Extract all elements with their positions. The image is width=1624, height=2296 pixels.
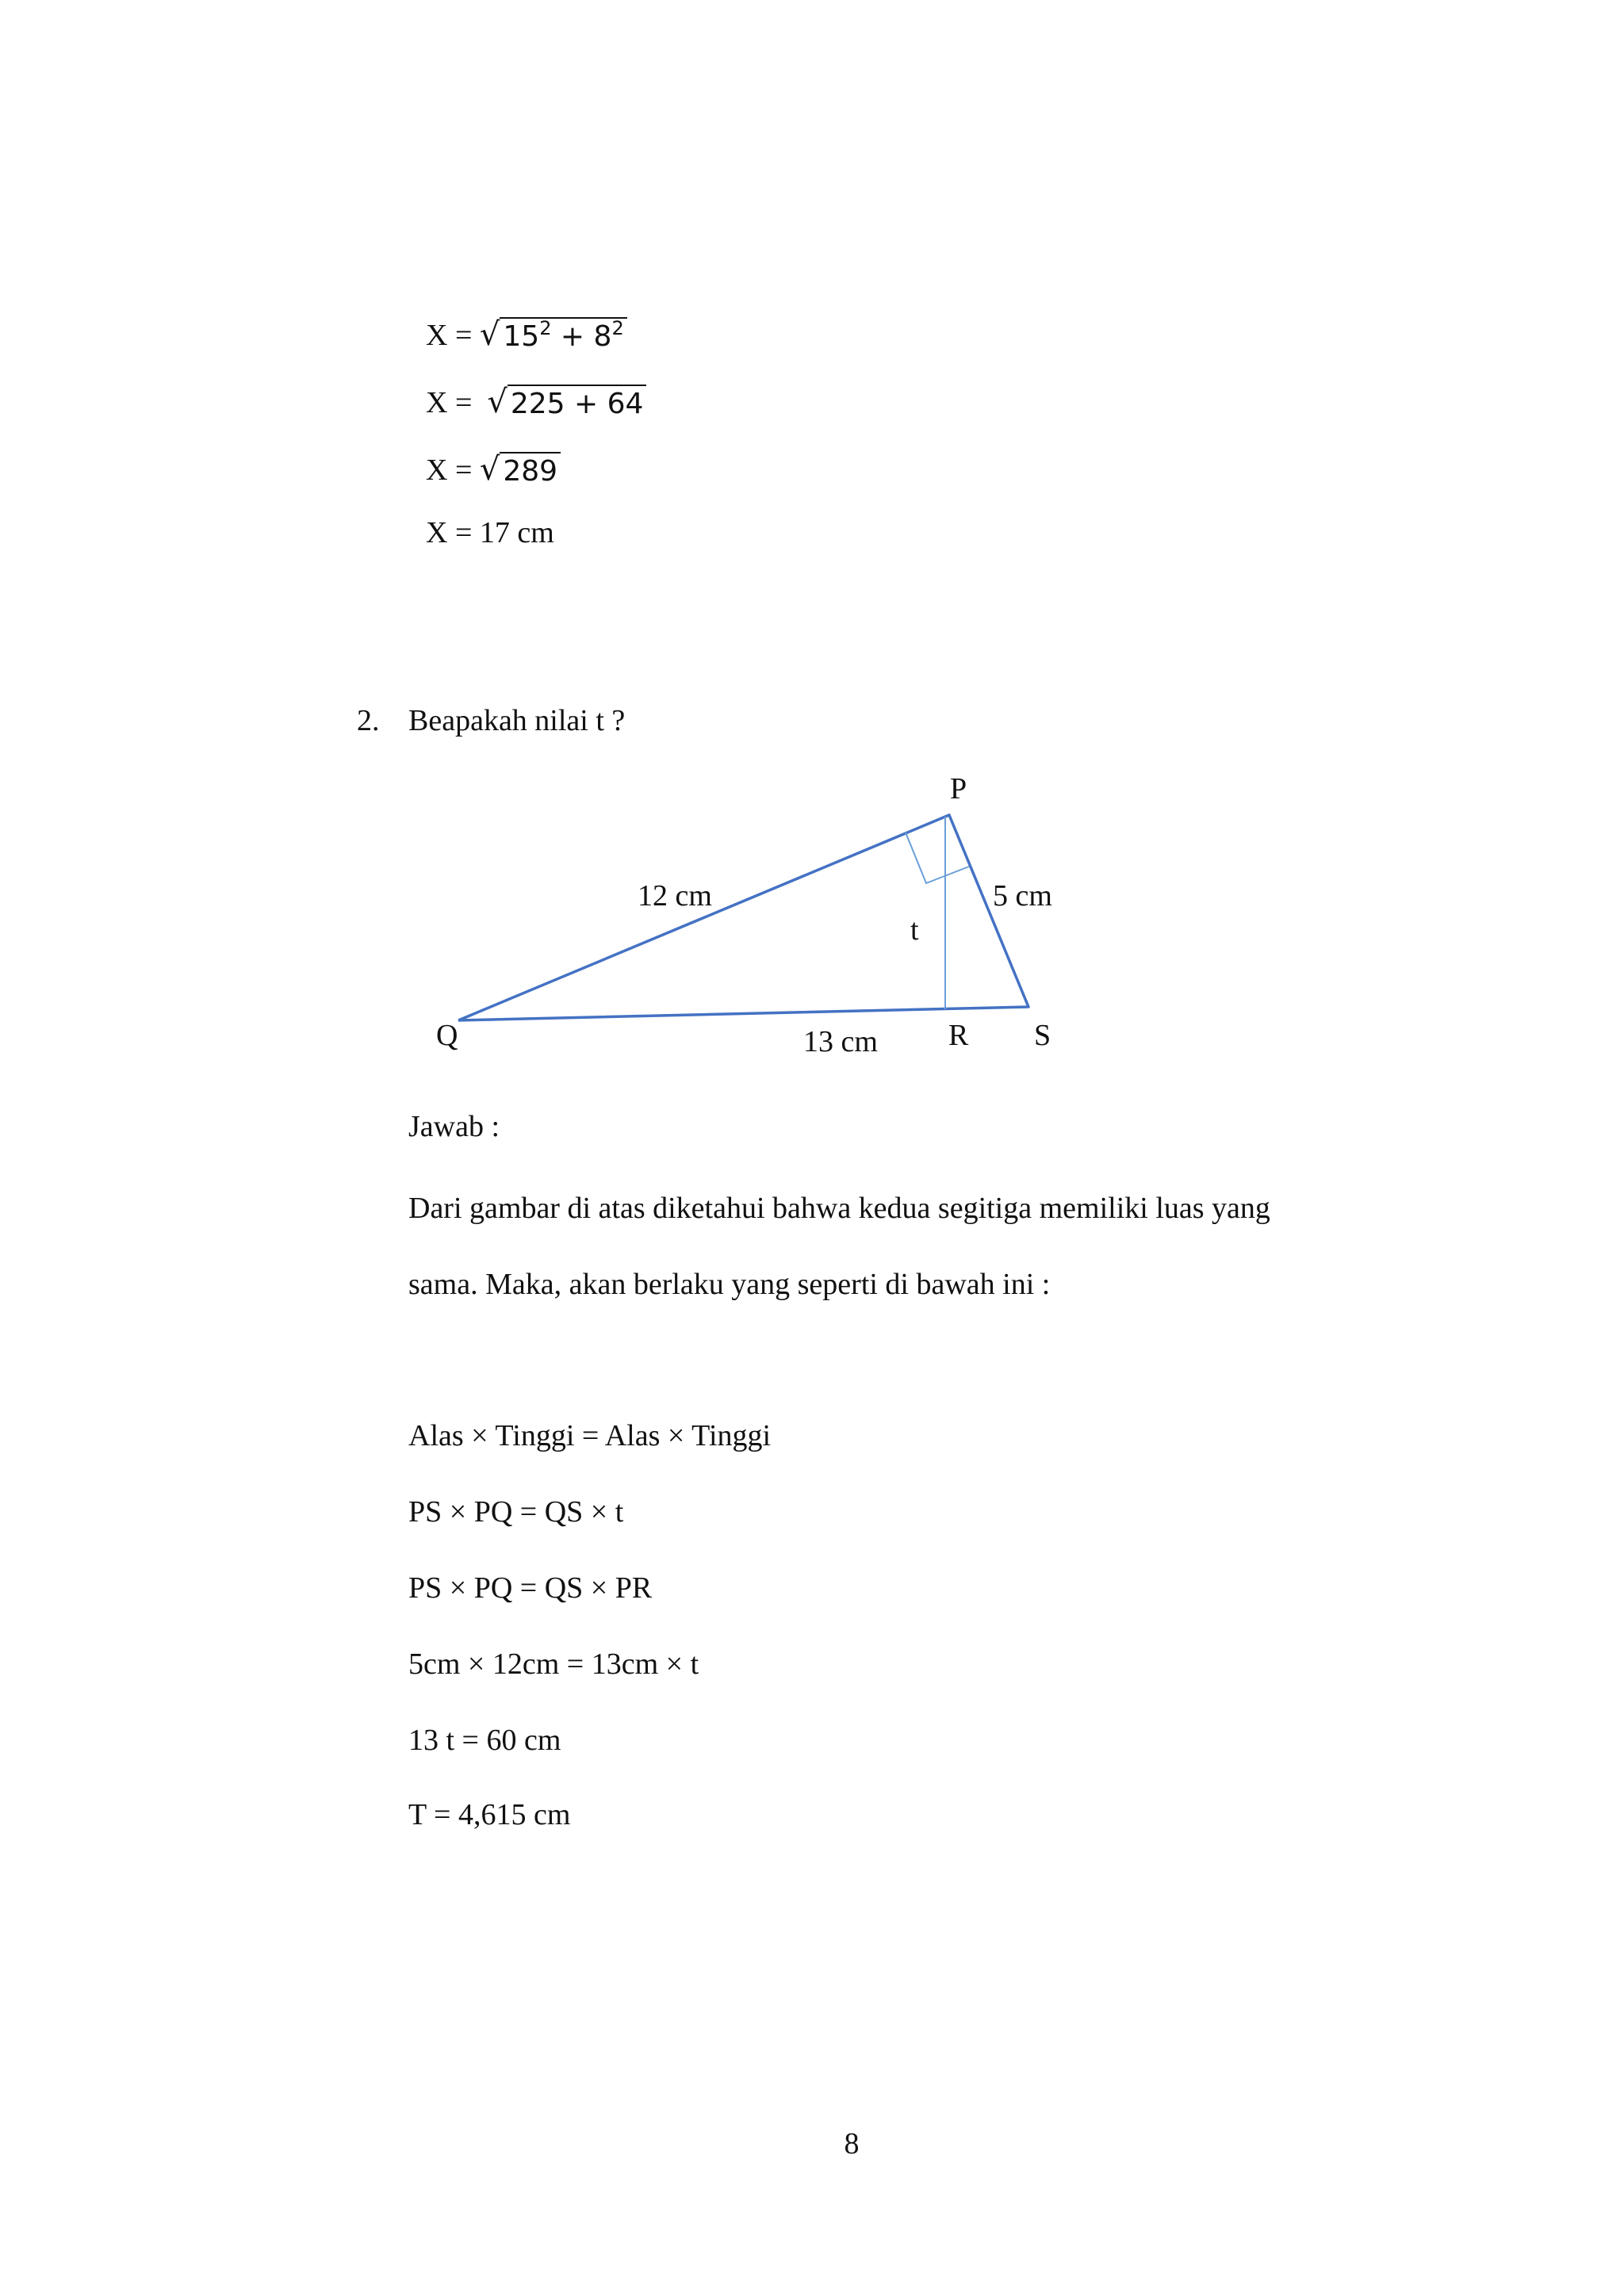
vertex-label-q: Q <box>436 1019 458 1052</box>
question-number: 2. <box>357 704 380 737</box>
vertex-label-p: P <box>950 772 967 806</box>
triangle-diagram <box>396 761 1110 1062</box>
equation-5: 13 t = 60 cm <box>408 1724 561 1757</box>
square-root: √ 225 + 64 <box>487 383 646 423</box>
calc-line-2 <box>426 383 646 423</box>
square-root: √ $15^2 + 8^2$ <box>480 316 627 355</box>
page-number: 8 <box>844 2127 860 2160</box>
calc-lhs: X = <box>426 453 480 487</box>
calc-lhs: X = <box>426 386 480 419</box>
calc-line-4: X = 17 cm <box>426 516 554 549</box>
height-label-t: t <box>910 913 919 947</box>
answer-heading: Jawab : <box>408 1110 500 1143</box>
question-text: Beapakah nilai t ? <box>408 704 626 737</box>
answer-paragraph-line-1: Dari gambar di atas diketahui bahwa kedua segitiga memiliki luas yang <box>408 1192 1270 1225</box>
side-label-ps: 5 cm <box>993 879 1052 913</box>
side-label-pq: 12 cm <box>638 879 712 913</box>
equation-1: Alas × Tinggi = Alas × Tinggi <box>408 1419 772 1452</box>
answer-paragraph-line-2: sama. Maka, akan berlaku yang seperti di bawah ini : <box>408 1268 1051 1301</box>
calc-line-1 <box>426 316 627 355</box>
equation-3: PS × PQ = QS × PR <box>408 1571 653 1605</box>
vertex-label-r: R <box>948 1019 969 1052</box>
calc-lhs: X = <box>426 319 480 352</box>
vertex-label-s: S <box>1034 1019 1051 1052</box>
side-label-qs: 13 cm <box>803 1025 878 1058</box>
equation-6: T = 4,615 cm <box>408 1798 571 1831</box>
equation-2: PS × PQ = QS × t <box>408 1495 624 1529</box>
square-root: √ 289 <box>480 450 561 490</box>
equation-4: 5cm × 12cm = 13cm × t <box>408 1647 699 1681</box>
calc-line-3 <box>426 450 561 490</box>
triangle-pqs <box>458 815 1028 1020</box>
